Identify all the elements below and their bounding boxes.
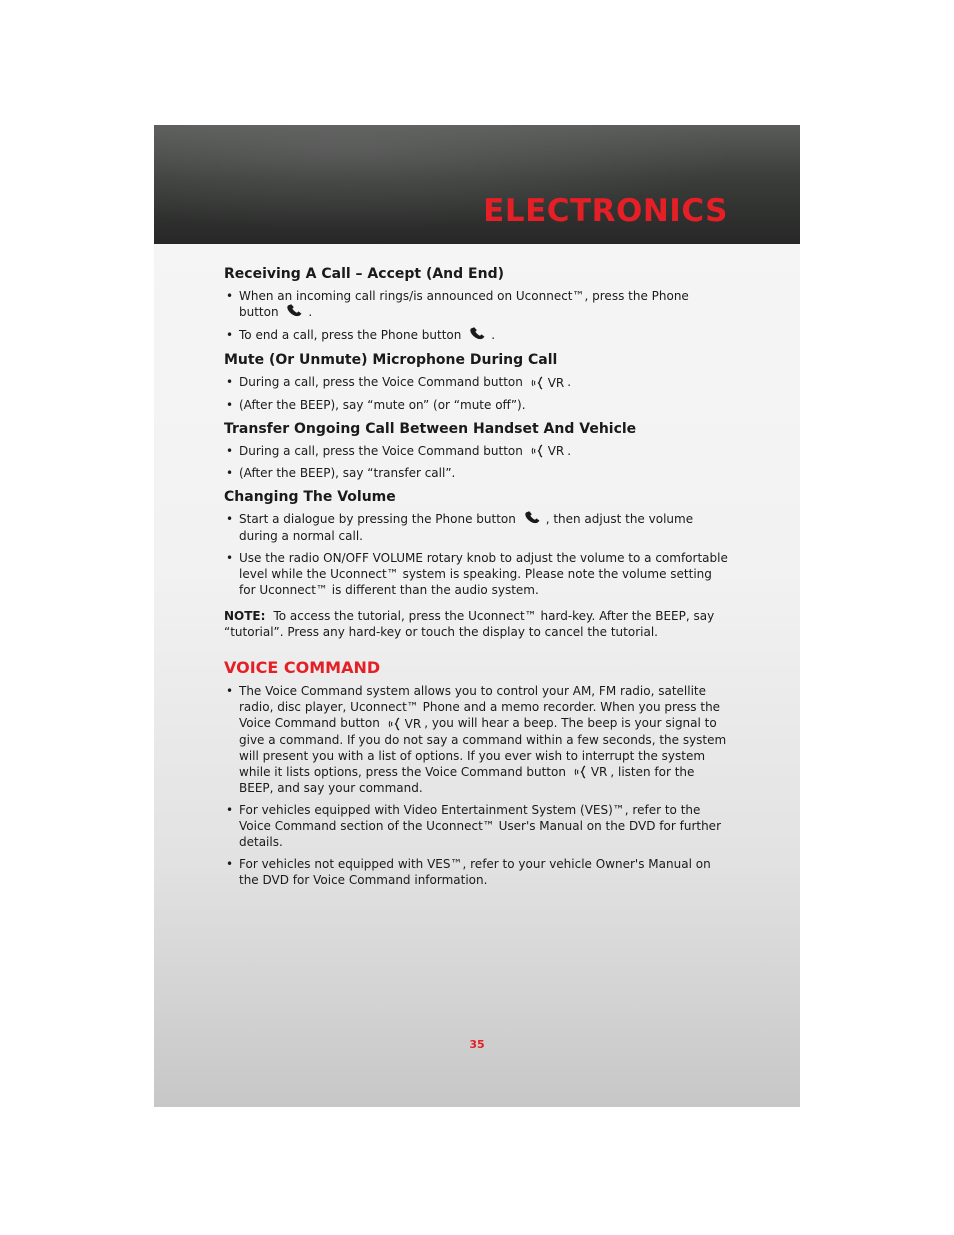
voice-command-button-symbol: VR [530, 443, 565, 459]
list-item: • The Voice Command system allows you to control your AM, FM radio, satellite radio, disc player, Uconnect™ Phone and a memo recorder. When you press the Voice Command button VR , you will hear a beep. The beep is your signal to give a command. If you do not say a command within a few seconds, the system will present you with a list of options. If you ever wish to interrupt the system while it lists options, press the Voice Command button VR , listen for the BEEP, and say your command. [224, 683, 730, 796]
section-mute-microphone [224, 351, 730, 413]
page-number: 35 [469, 1038, 485, 1051]
note-label: NOTE: [224, 609, 266, 623]
section-transfer-call [224, 420, 730, 482]
bullet-list [224, 288, 730, 344]
phone-icon [524, 511, 542, 528]
voice-command-icon [530, 376, 546, 390]
voice-command-button-symbol: VR [573, 764, 608, 780]
header-banner [154, 125, 800, 244]
list-item: • During a call, press the Voice Command button VR . [224, 443, 730, 460]
phone-icon [286, 304, 304, 321]
bullet-list [224, 374, 730, 413]
bullet-list [224, 511, 730, 598]
list-item: • When an incoming call rings/is announced on Uconnect™, press the Phone button . [224, 288, 730, 321]
voice-command-heading: VOICE COMMAND [224, 658, 381, 677]
list-item: • During a call, press the Voice Command button VR . [224, 374, 730, 391]
list-item: • For vehicles equipped with Video Entertainment System (VES)™, refer to the Voice Command section of the Uconnect™ User's Manual on the DVD for further details. [224, 802, 730, 850]
section-changing-volume [224, 488, 730, 598]
section-heading: Transfer Ongoing Call Between Handset And Vehicle [224, 420, 637, 437]
phone-icon [469, 327, 487, 344]
bullet-list [224, 443, 730, 482]
section-receiving-call [224, 265, 730, 344]
list-item: • (After the BEEP), say “mute on” (or “mute off”). [224, 397, 730, 413]
voice-command-button-symbol: VR [387, 716, 422, 732]
voice-command-icon [387, 717, 403, 731]
page-content [224, 265, 730, 894]
section-heading: Changing The Volume [224, 489, 396, 505]
voice-command-icon [573, 765, 589, 779]
page-title: ELECTRONICS [483, 193, 728, 229]
voice-command-icon [530, 444, 546, 458]
list-item: • For vehicles not equipped with VES™, refer to your vehicle Owner's Manual on the DVD for Voice Command information. [224, 856, 730, 888]
section-heading: Mute (Or Unmute) Microphone During Call [224, 352, 558, 368]
list-item: • Use the radio ON/OFF VOLUME rotary knob to adjust the volume to a comfortable level while the Uconnect™ system is speaking. Please note the volume setting for Uconnect™ is different than the audio system. [224, 550, 730, 598]
manual-page [154, 125, 800, 1107]
list-item: • Start a dialogue by pressing the Phone button , then adjust the volume during a normal call. [224, 511, 730, 544]
note-text: To access the tutorial, press the Uconnect™ hard-key. After the BEEP, say “tutorial”. Press any hard-key or touch the display to cancel the tutorial. [224, 609, 715, 639]
voice-command-button-symbol: VR [530, 375, 565, 391]
list-item: • To end a call, press the Phone button . [224, 327, 730, 344]
voice-command-list [224, 683, 730, 888]
note-block [224, 608, 730, 640]
section-heading: Receiving A Call – Accept (And End) [224, 266, 504, 282]
list-item: • (After the BEEP), say “transfer call”. [224, 465, 730, 481]
